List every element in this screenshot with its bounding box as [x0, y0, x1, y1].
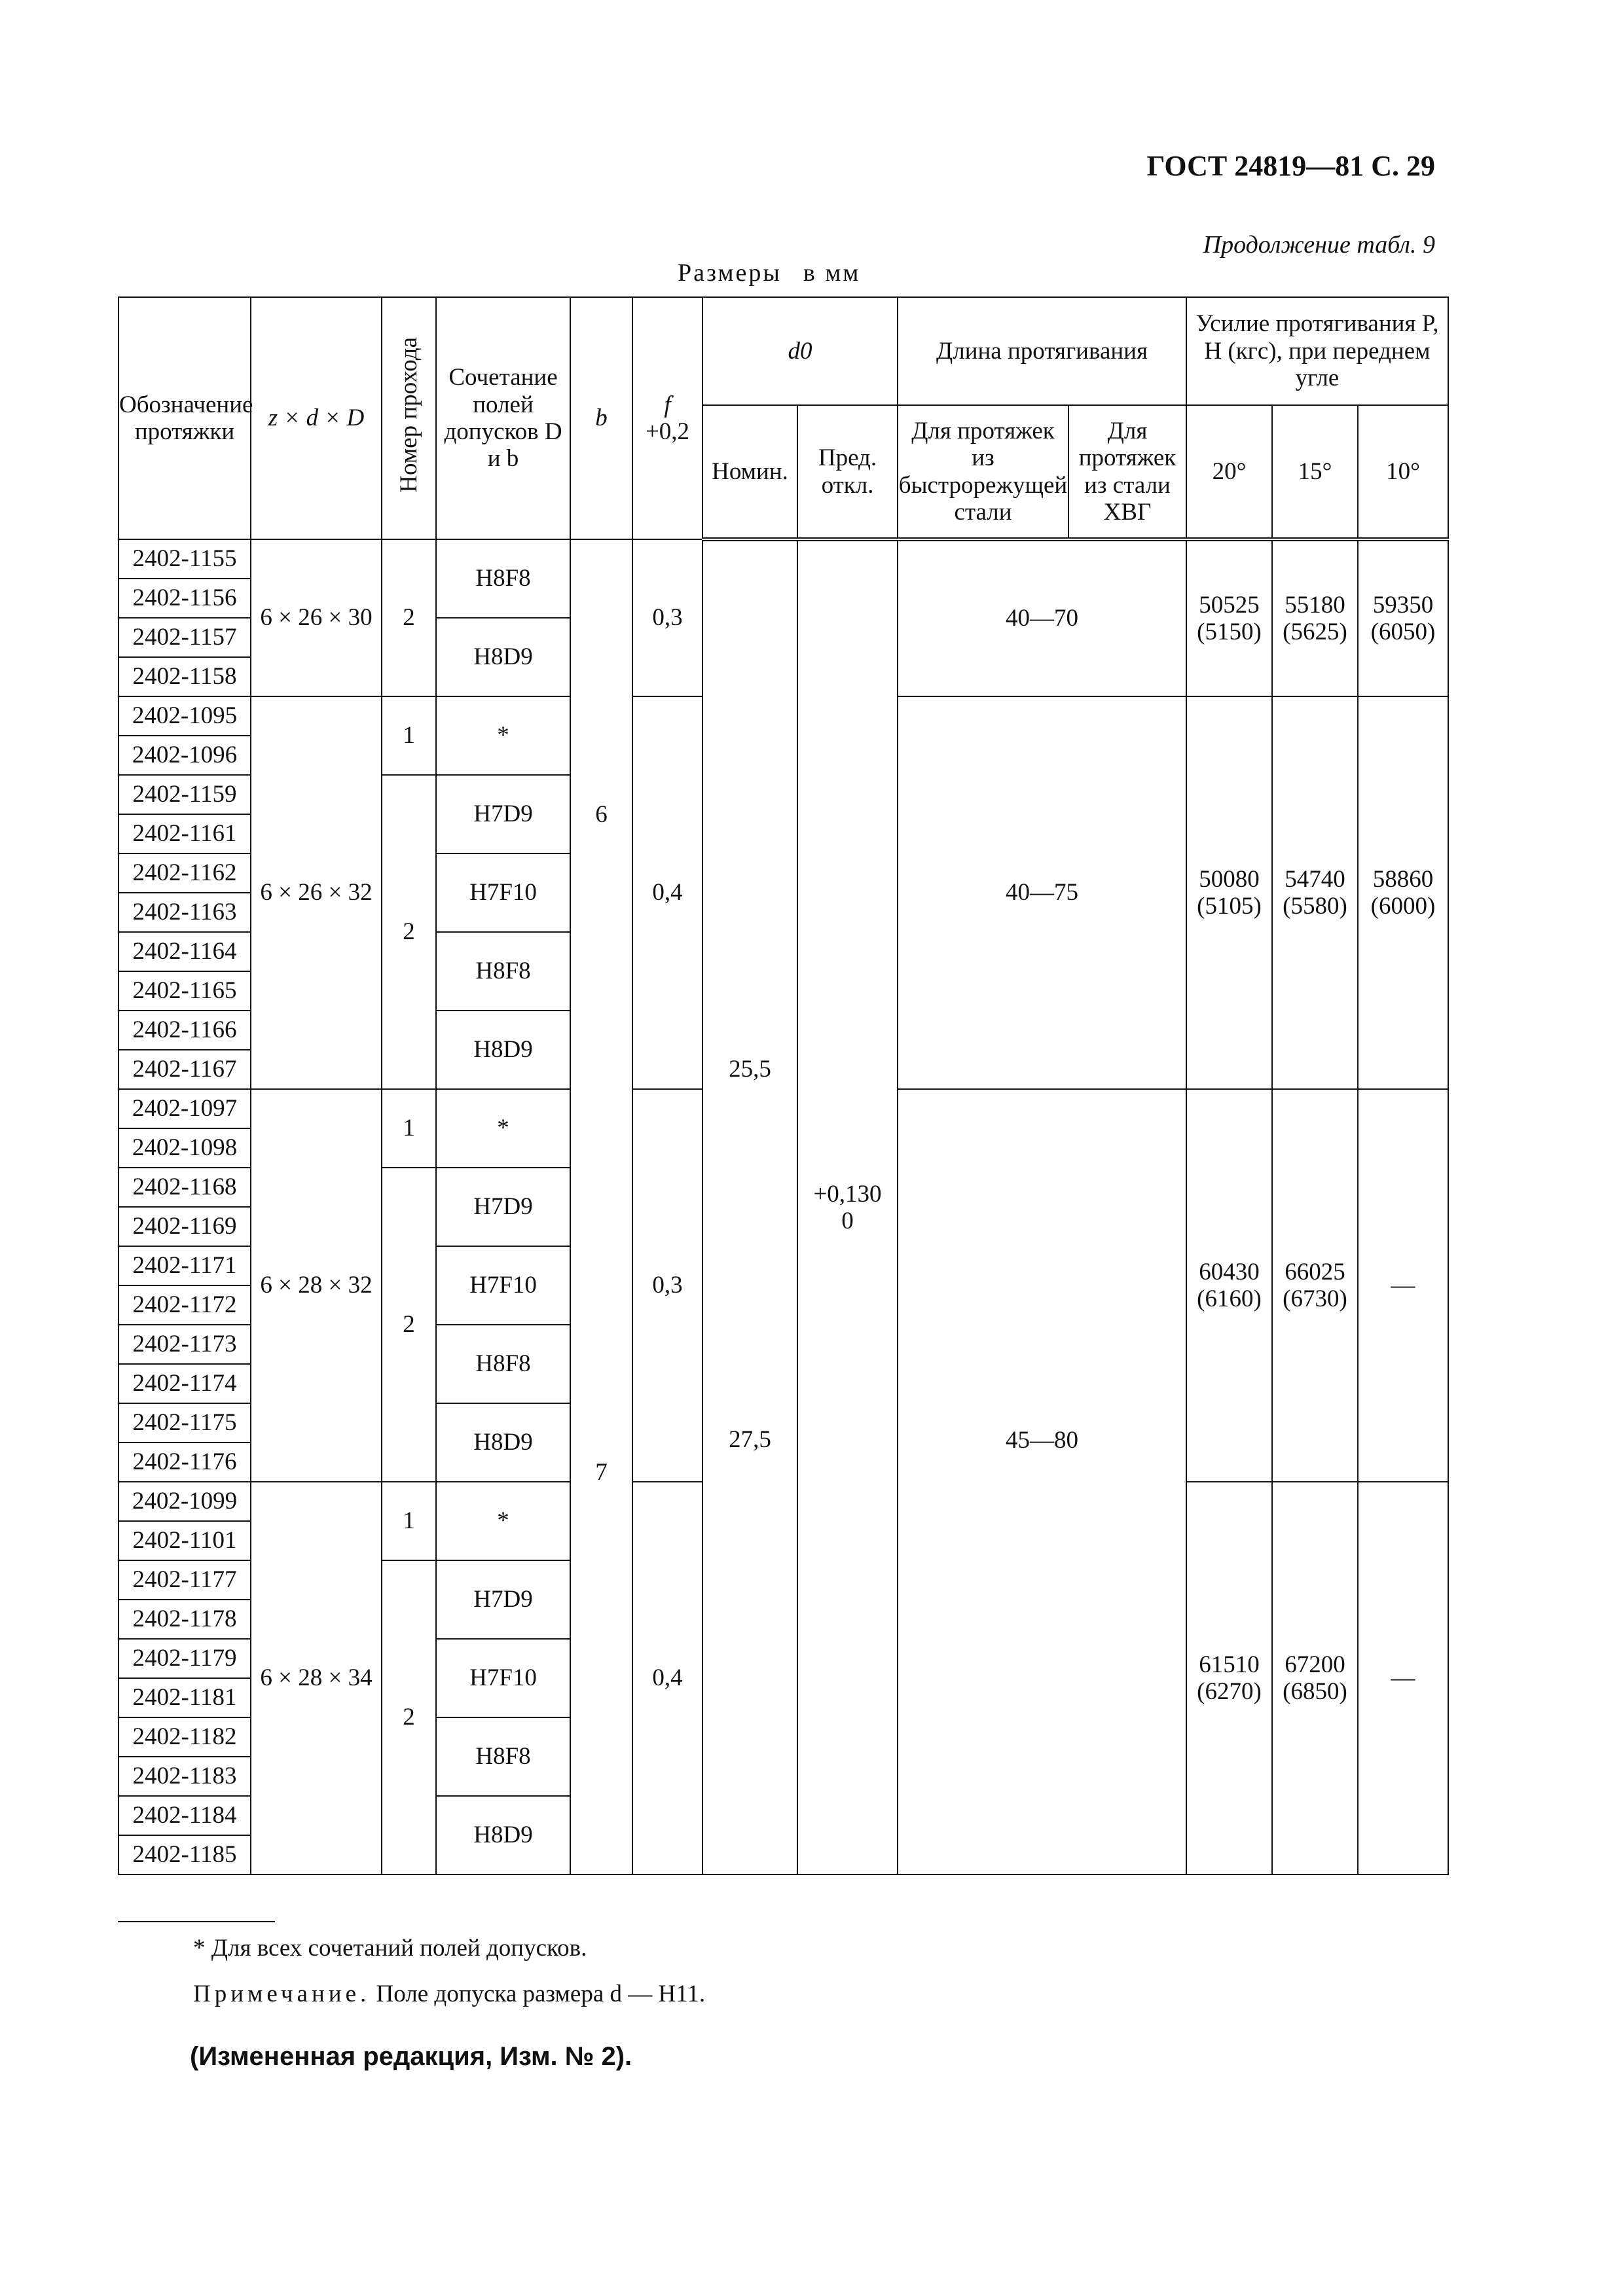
edition-note: (Измененная редакция, Изм. № 2). — [190, 2042, 632, 2071]
force-20-cell: 61510 (6270) — [1186, 1482, 1272, 1874]
table-row: 2402-1166 — [119, 1011, 251, 1050]
force-20-cell: 50525 (5150) — [1186, 539, 1272, 696]
table-row: 2402-1177 — [119, 1560, 251, 1600]
table-row: 2402-1096 — [119, 736, 251, 775]
force-10-cell: 59350 (6050) — [1358, 539, 1448, 696]
table-row: 2402-1167 — [119, 1050, 251, 1089]
force-20-cell: 50080 (5105) — [1186, 696, 1272, 1089]
table-row: 2402-1158 — [119, 657, 251, 696]
force-10-cell: — — [1358, 1482, 1448, 1874]
table-row: 2402-1163 — [119, 893, 251, 932]
d0-nom-cell: 25,5 — [702, 539, 797, 1089]
col-f — [632, 297, 702, 539]
force-10-cell: 58860 (6000) — [1358, 696, 1448, 1089]
table-row: 2402-1157 — [119, 618, 251, 657]
pass-cell: 2 — [382, 775, 436, 1089]
force-15-cell: 66025 (6730) — [1272, 1089, 1358, 1482]
zdD-cell: 6 × 26 × 32 — [251, 696, 382, 1089]
col-angle-10: 10° — [1358, 405, 1448, 539]
table-row: 2402-1175 — [119, 1403, 251, 1443]
force-15-cell: 67200 (6850) — [1272, 1482, 1358, 1874]
table-row: 2402-1095 — [119, 696, 251, 736]
f-cell: 0,4 — [632, 696, 702, 1089]
zdD-cell: 6 × 28 × 34 — [251, 1482, 382, 1874]
b-cell: 7 — [570, 1089, 632, 1874]
fit-cell: H8D9 — [436, 1796, 570, 1874]
table-row: 2402-1098 — [119, 1128, 251, 1168]
col-d0-nom: Номин. — [702, 405, 797, 539]
units-b: в мм — [803, 259, 861, 287]
note — [193, 1980, 705, 2008]
fit-cell: H8D9 — [436, 1403, 570, 1482]
col-fits: Сочетание полей допусков D и b — [436, 297, 570, 539]
table-row: 2402-1169 — [119, 1207, 251, 1246]
d0-dev-upper: +0,130 — [813, 1180, 882, 1208]
table-row: 2402-1099 — [119, 1482, 251, 1521]
col-designation: Обозначение протяжки — [119, 297, 251, 539]
table-row: 2402-1162 — [119, 853, 251, 893]
fit-cell: H7F10 — [436, 1246, 570, 1325]
pass-cell: 1 — [382, 1482, 436, 1560]
zdD-cell: 6 × 26 × 30 — [251, 539, 382, 696]
col-f-name: f — [664, 391, 671, 418]
table-row: 2402-1171 — [119, 1246, 251, 1285]
col-angle-15: 15° — [1272, 405, 1358, 539]
fit-cell: H8F8 — [436, 932, 570, 1011]
f-cell: 0,3 — [632, 1089, 702, 1482]
fit-cell: H8F8 — [436, 539, 570, 618]
table-row: 2402-1168 — [119, 1168, 251, 1207]
table-row: 2402-1178 — [119, 1600, 251, 1639]
table-row: 2402-1164 — [119, 932, 251, 971]
table-row: 2402-1174 — [119, 1364, 251, 1403]
pass-cell: 1 — [382, 696, 436, 775]
d0-dev-lower: 0 — [841, 1208, 854, 1234]
force-20-cell: 60430 (6160) — [1186, 1089, 1272, 1482]
col-pass-label: Номер прохода — [395, 337, 422, 493]
force-15-cell: 55180 (5625) — [1272, 539, 1358, 696]
d0-dev-cell — [797, 539, 898, 1874]
table-row: 2402-1183 — [119, 1757, 251, 1796]
table-row: 2402-1182 — [119, 1717, 251, 1757]
col-b: b — [570, 297, 632, 539]
fit-cell: H8F8 — [436, 1717, 570, 1796]
col-angle-20: 20° — [1186, 405, 1272, 539]
length-cell: 45—80 — [898, 1089, 1186, 1874]
force-10-cell: — — [1358, 1089, 1448, 1482]
col-len-hvg: Для протяжек из стали ХВГ — [1068, 405, 1186, 539]
page-header: ГОСТ 24819—81 С. 29 — [1146, 150, 1435, 182]
table-row: 2402-1172 — [119, 1285, 251, 1325]
col-zdD: z × d × D — [251, 297, 382, 539]
fit-cell: H7F10 — [436, 1639, 570, 1717]
pass-cell: 2 — [382, 539, 436, 696]
fit-cell: H8F8 — [436, 1325, 570, 1403]
f-cell: 0,3 — [632, 539, 702, 696]
table-row: 2402-1161 — [119, 814, 251, 853]
table-row: 2402-1159 — [119, 775, 251, 814]
fit-cell: H7D9 — [436, 1560, 570, 1639]
broach-table — [118, 296, 1449, 1875]
fit-cell: H7D9 — [436, 775, 570, 853]
footnote-rule — [118, 1921, 275, 1922]
col-d0-dev: Пред. откл. — [797, 405, 898, 539]
pass-cell: 2 — [382, 1168, 436, 1482]
col-f-tol: +0,2 — [645, 418, 690, 445]
col-length: Длина протягивания — [898, 297, 1186, 405]
fit-cell: * — [436, 1089, 570, 1168]
fit-cell: H8D9 — [436, 618, 570, 696]
fit-cell: * — [436, 696, 570, 775]
d0-nom-cell: 27,5 — [702, 1089, 797, 1874]
table-row: 2402-1185 — [119, 1835, 251, 1874]
fit-cell: H7F10 — [436, 853, 570, 932]
col-d0: d0 — [702, 297, 898, 405]
length-cell: 40—75 — [898, 696, 1186, 1089]
table-row: 2402-1097 — [119, 1089, 251, 1128]
table-row: 2402-1101 — [119, 1521, 251, 1560]
table-row: 2402-1165 — [119, 971, 251, 1011]
note-label: Примечание. — [193, 1981, 371, 2007]
table-row: 2402-1155 — [119, 539, 251, 579]
table-row: 2402-1181 — [119, 1678, 251, 1717]
table-row: 2402-1179 — [119, 1639, 251, 1678]
table-continuation: Продолжение табл. 9 — [1203, 231, 1435, 259]
table-row: 2402-1184 — [119, 1796, 251, 1835]
table-row: 2402-1156 — [119, 579, 251, 618]
force-15-cell: 54740 (5580) — [1272, 696, 1358, 1089]
col-force: Усилие протягивания P, Н (кгс), при переднем угле — [1186, 297, 1448, 405]
note-text: Поле допуска размера d — H11. — [376, 1981, 706, 2007]
table-row: 2402-1176 — [119, 1443, 251, 1482]
col-len-fast: Для протяжек из быстрорежущей стали — [898, 405, 1068, 539]
table-row: 2402-1173 — [119, 1325, 251, 1364]
units-a: Размеры — [678, 259, 782, 287]
b-cell: 6 — [570, 539, 632, 1089]
pass-cell: 2 — [382, 1560, 436, 1874]
pass-cell: 1 — [382, 1089, 436, 1168]
col-pass — [382, 297, 436, 539]
f-cell: 0,4 — [632, 1482, 702, 1874]
length-cell: 40—70 — [898, 539, 1186, 696]
fit-cell: * — [436, 1482, 570, 1560]
zdD-cell: 6 × 28 × 32 — [251, 1089, 382, 1482]
fit-cell: H8D9 — [436, 1011, 570, 1089]
footnote: * Для всех сочетаний полей допусков. — [193, 1935, 587, 1962]
units-label — [678, 259, 860, 287]
fit-cell: H7D9 — [436, 1168, 570, 1246]
